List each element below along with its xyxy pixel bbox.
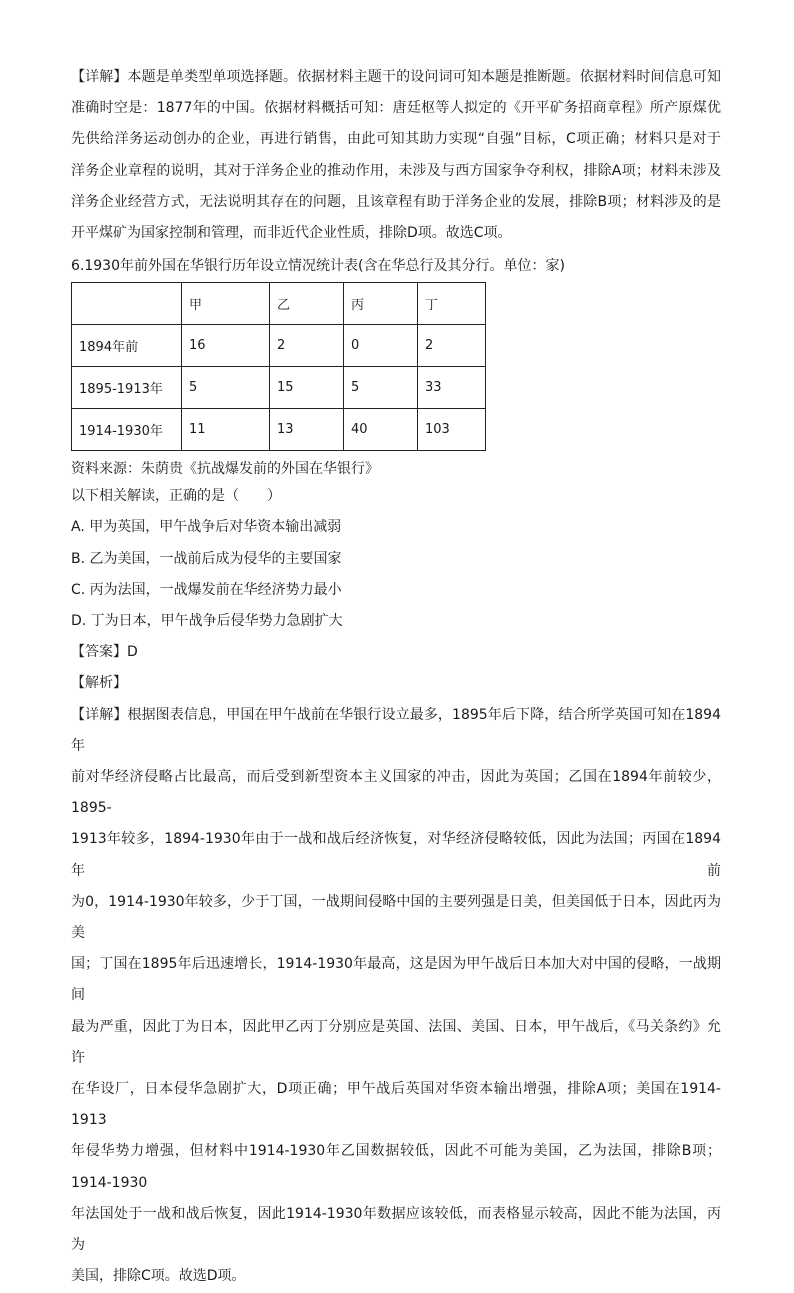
table-row: [72, 325, 486, 367]
text-line: 准确时空是：1877年的中国。依据材料概括可知：唐廷枢等人拟定的《开平矿务招商章程》所产原煤优: [71, 100, 721, 117]
table-cell: 5: [344, 367, 418, 409]
table-cell: 13: [270, 409, 344, 451]
table-cell: 33: [418, 367, 486, 409]
table-cell: 5: [182, 367, 270, 409]
table-cell: 103: [418, 409, 486, 451]
detail-paragraph-2: [71, 700, 721, 1293]
table-cell: 40: [344, 409, 418, 451]
table-header-cell: 丙: [344, 283, 418, 325]
table-cell: 1914-1930年: [72, 409, 182, 451]
option-c: C. 丙为法国，一战爆发前在华经济势力最小: [71, 581, 342, 598]
text-line: 洋务企业经营方式，无法说明其存在的问题，且该章程有助于洋务企业的发展，排除B项；材料涉及的是: [71, 193, 721, 210]
statistics-table: [71, 282, 486, 451]
table-source: 资料来源：朱荫贵《抗战爆发前的外国在华银行》: [71, 461, 379, 478]
text-line: 国；丁国在1895年后迅速增长，1914-1930年最高，这是因为甲午战后日本加大对中国的侵略，一战期间: [71, 956, 721, 1004]
question-title: 6.1930年前外国在华银行历年设立情况统计表(含在华总行及其分行。单位：家): [71, 258, 565, 275]
text-line: 【详解】根据图表信息，甲国在甲午战前在华银行设立最多，1895年后下降，结合所学英国可知在1894年: [71, 706, 721, 754]
text-line: 先供给洋务运动创办的企业，再进行销售，由此可知其助力实现“自强”目标，C项正确；材料只是对于: [71, 131, 721, 148]
table-cell: 0: [344, 325, 418, 367]
table-cell: 2: [270, 325, 344, 367]
text-line: 【详解】本题是单类型单项选择题。依据材料主题干的设问词可知本题是推断题。依据材料时间信息可知: [71, 69, 721, 85]
text-line: 为0，1914-1930年较多，少于丁国，一战期间侵略中国的主要列强是日美，但美国低于日本，因此丙为美: [71, 893, 721, 942]
table-cell: 1895-1913年: [72, 367, 182, 409]
text-line: 前对华经济侵略占比最高，而后受到新型资本主义国家的冲击，因此为英国；乙国在1894年前较少，1895-: [71, 769, 721, 817]
table-header-row: [72, 283, 486, 325]
table-row: [72, 409, 486, 451]
detail-paragraph-1: [71, 62, 721, 249]
text-line: 开平煤矿为国家控制和管理，而非近代企业性质，排除D项。故选C项。: [71, 225, 512, 242]
text-line: 最为严重，因此丁为日本，因此甲乙丙丁分别应是英国、法国、美国、日本，甲午战后，《马关条约》允许: [71, 1018, 721, 1066]
table-cell: 11: [182, 409, 270, 451]
table-header-cell: 乙: [270, 283, 344, 325]
text-line: 年侵华势力增强，但材料中1914-1930年乙国数据较低，因此不可能为美国，乙为法国，排除B项；1914-1930: [71, 1143, 721, 1191]
text-line: 年法国处于一战和战后恢复，因此1914-1930年数据应该较低，而表格显示较高，因此不能为法国，丙为: [71, 1205, 721, 1254]
text-line: 美国，排除C项。故选D项。: [71, 1268, 246, 1285]
table-header-cell: 丁: [418, 283, 486, 325]
table-cell: 2: [418, 325, 486, 367]
option-d: D. 丁为日本，甲午战争后侵华势力急剧扩大: [71, 613, 343, 630]
option-a: A. 甲为英国，甲午战争后对华资本输出减弱: [71, 519, 342, 536]
text-line: 洋务企业章程的说明，其对于洋务企业的推动作用，未涉及与西方国家争夺利权，排除A项；材料未涉及: [71, 162, 721, 179]
text-line: 在华设厂，日本侵华急剧扩大，D项正确；甲午战后英国对华资本输出增强，排除A项；美国在1914-1913: [71, 1081, 721, 1129]
document-page: [71, 62, 721, 1293]
table-cell: 1894年前: [72, 325, 182, 367]
table-header-cell: 甲: [182, 283, 270, 325]
table-row: [72, 367, 486, 409]
question-prompt: 以下相关解读，正确的是（ ）: [71, 488, 281, 505]
analysis-label: 【解析】: [71, 675, 127, 692]
table-cell: 16: [182, 325, 270, 367]
text-line: 1913年较多，1894-1930年由于一战和战后经济恢复，对华经济侵略较低，因此为法国；丙国在1894年前: [71, 831, 721, 879]
table-header-cell: [72, 283, 182, 325]
table-cell: 15: [270, 367, 344, 409]
option-b: B. 乙为美国，一战前后成为侵华的主要国家: [71, 550, 342, 567]
answer-label: 【答案】D: [71, 644, 138, 661]
